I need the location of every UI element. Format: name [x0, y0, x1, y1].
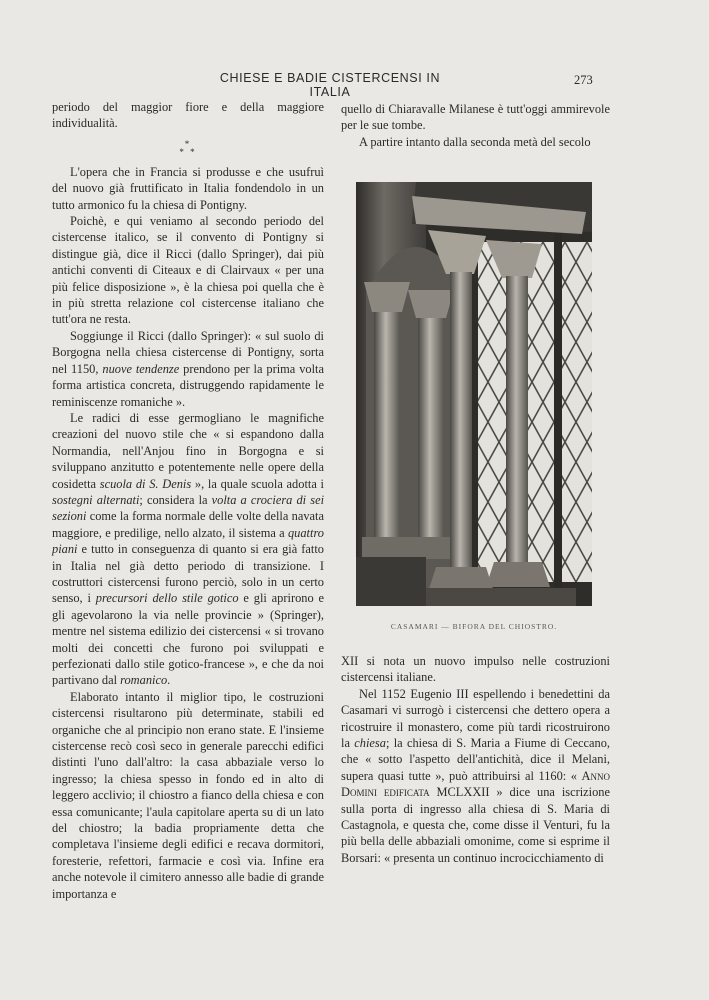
bifora-illustration	[356, 182, 592, 606]
paragraph: L'opera che in Francia si produsse e che usufruì del nuovo già fruttificato in Italia fondendolo in un tutto armonico fu la chiesa di Pontigny.	[52, 164, 324, 212]
paragraph: Nel 1152 Eugenio III espellendo i benedettini da Casamari vi surrogò i cistercensi che dettero opera a ricostruire il monastero, come più tardi ricostruirono la chiesa; la chiesa di S. Maria a Fiume di Ceccano, che « sotto l'aspetto dell'antichità, dice il Melani, supera quasi tutte », può attribuirsi al 1160: « Anno Domini edificata MCLXXII » dice una iscrizione sulla porta di ingresso alla chiesa di S. Maria di Castagnola, e questa che, come disse il Venturi, fu la più bella delle abbaziali omonime, come si esprime il Borsari: « presenta un continuo incrocicchiamento di	[341, 686, 610, 865]
paragraph: XII si nota un nuovo impulso nelle costruzioni cistercensi italiane.	[341, 654, 610, 685]
right-column-top	[341, 101, 610, 150]
paragraph: A partire intanto dalla seconda metà del secolo	[359, 134, 591, 149]
paragraph: periodo del maggior fiore e della maggiore individualità.	[52, 100, 324, 131]
paragraph: Poichè, e qui veniamo al secondo periodo del cistercense italico, se il convento di Pontigny si distingue già, dice il Ricci (dallo Springer), dai più antichi conventi di Citeaux e di Clairvaux « per una più felice disposizione », è la chiesa poi quella che è in più stretta relazione col cistercense italiano che tutt'ora ne resta.	[52, 214, 324, 327]
running-header: CHIESE E BADIE CISTERCENSI IN ITALIA	[219, 71, 441, 99]
paragraph: Elaborato intanto il miglior tipo, le costruzioni cistercensi risultarono più determinate, stabili ed organiche che al principio non erano state. E l'insieme cistercense recò così seco in generale parecchi edifici distinti l'uno dall'altro: la casa abbaziale verso lo ingresso; la chiesa spesso in fondo ed in alto di leggero acclivio; il chiostro a fianco della chiesa e con essa comunicante; l'aula capitolare aperta su di un lato del chiostro; la badia propriamente detta che completava l'insieme degli edifici e recava dormitori, foresterie, refettori, farmacie e così via. Infine era anche notevole il cimitero annesso alle badie di grande importanza e	[52, 689, 324, 901]
left-column	[52, 99, 324, 902]
cloister-photograph	[356, 182, 592, 606]
paragraph: Le radici di esse germogliano le magnifiche creazioni del nuovo stile che « si espandono dalla Normandia, nell'Anjou fino in Borgogna e si sviluppano anzitutto e potentemente nelle opere della cosidetta scuola di S. Denis », la quale scuola adotta i sostegni alternati; considera la volta a crociera di sei sezioni come la forma normale delle volte della navata maggiore, e predilige, nello alzato, il sistema a quattro piani e tutto in conseguenza di quanto si era già fatto in Italia nel già detto periodo di transizione. I costruttori cistercensi furono perciò, solo in un certo senso, i precursori dello stile gotico e gli aprirono e gli agevolarono la via nelle provincie » (Springer), mentre nel sistema edilizio dei cistercensi « si trovano molti dei concetti che furono poi sviluppati e perfezionati dallo stile gotico-francese », e che da noi partivano dal romanico.	[52, 410, 325, 688]
section-asterism: * * *	[179, 138, 197, 157]
paragraph: Soggiunge il Ricci (dallo Springer): « sul suolo di Borgogna nella chiesa cistercense di Pontigny, sorta nel 1150, nuove tendenze prendono per la prima volta forma artistica concreta, distruggendo rapidamente le reminiscenze romaniche ».	[52, 328, 324, 409]
paragraph: quello di Chiaravalle Milanese è tutt'oggi ammirevole per le sue tombe.	[341, 102, 610, 133]
page-number: 273	[574, 73, 593, 87]
figure-caption: CASAMARI — BIFORA DEL CHIOSTRO.	[390, 622, 558, 631]
right-column-bottom	[341, 653, 610, 866]
